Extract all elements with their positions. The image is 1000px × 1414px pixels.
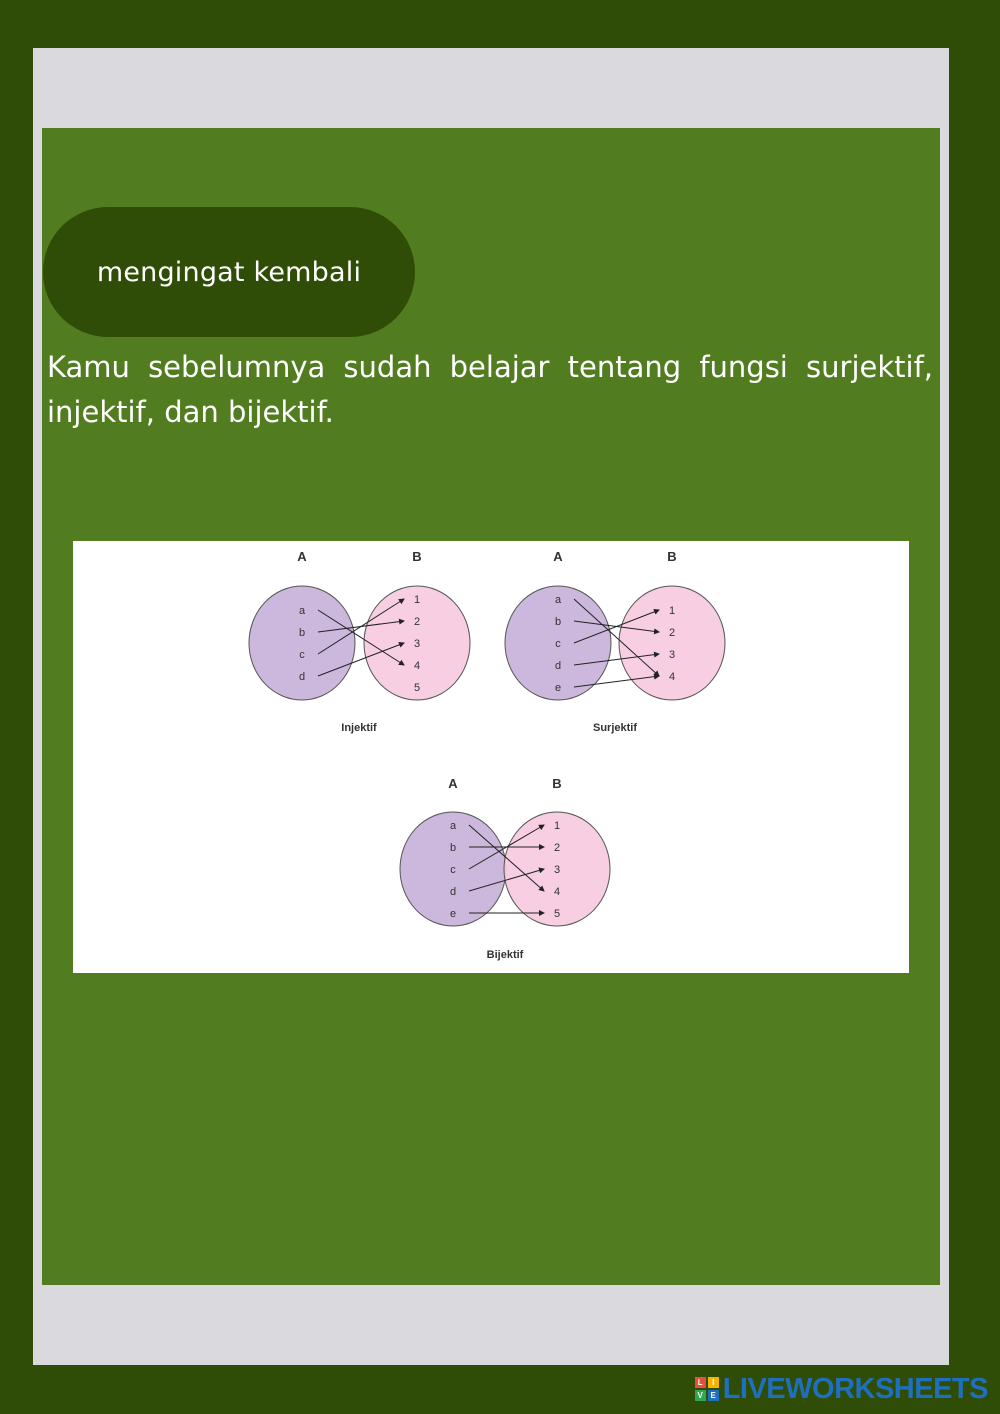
- bijektif-codomain-element: 5: [553, 908, 561, 920]
- surjektif-domain-element: c: [555, 638, 561, 650]
- injektif-domain-element: d: [298, 671, 306, 683]
- injektif-codomain-element: 1: [413, 594, 421, 606]
- injektif-caption: Injektif: [341, 722, 377, 734]
- injektif-domain-element: a: [298, 605, 306, 617]
- bijektif-domain-element: c: [450, 864, 456, 876]
- bijektif-codomain-element: 3: [553, 864, 561, 876]
- surjektif-domain-element: e: [554, 682, 562, 694]
- surjektif-caption: Surjektif: [592, 722, 638, 734]
- watermark-text: LIVEWORKSHEETS: [722, 1372, 988, 1405]
- function-diagrams-figure: [73, 541, 909, 973]
- surjektif-codomain-element: 3: [668, 649, 676, 661]
- injektif-codomain-element: 4: [413, 660, 421, 672]
- injektif-codomain-element: 5: [413, 682, 421, 694]
- surjektif-domain-element: a: [554, 594, 562, 606]
- intro-paragraph: Kamu sebelumnya sudah belajar tentang fungsi surjektif, injektif, dan bijektif.: [47, 350, 933, 429]
- surjektif-set-b-label: B: [667, 549, 677, 564]
- function-diagrams-svg: [73, 541, 909, 973]
- bijektif-domain-element: b: [449, 842, 457, 854]
- bijektif-domain-element: e: [449, 908, 457, 920]
- injektif-codomain-element: 2: [413, 616, 421, 628]
- section-header-label: mengingat kembali: [96, 256, 362, 288]
- surjektif-codomain-element: 2: [668, 627, 676, 639]
- injektif-domain-element: c: [299, 649, 305, 661]
- surjektif-codomain-element: 4: [668, 671, 676, 683]
- logo-letter-v: V: [695, 1390, 706, 1401]
- bijektif-set-b-label: B: [552, 776, 562, 791]
- bijektif-set-a-label: A: [448, 776, 458, 791]
- logo-letter-e: E: [708, 1390, 719, 1401]
- liveworksheets-logo-icon: [695, 1377, 719, 1401]
- bijektif-caption: Bijektif: [486, 949, 524, 961]
- liveworksheets-watermark: [695, 1372, 988, 1405]
- bijektif-domain-element: d: [449, 886, 457, 898]
- injektif-set-a-label: A: [297, 549, 307, 564]
- surjektif-codomain-element: 1: [668, 605, 676, 617]
- bijektif-codomain-element: 1: [553, 820, 561, 832]
- surjektif-domain-element: d: [554, 660, 562, 672]
- bijektif-codomain-element: 2: [553, 842, 561, 854]
- surjektif-domain-element: b: [554, 616, 562, 628]
- injektif-domain-element: b: [298, 627, 306, 639]
- bijektif-domain-element: a: [449, 820, 457, 832]
- injektif-codomain-element: 3: [413, 638, 421, 650]
- bijektif-codomain-element: 4: [553, 886, 561, 898]
- logo-letter-i: I: [708, 1377, 719, 1388]
- section-header-pill: [43, 207, 415, 337]
- logo-letter-l: L: [695, 1377, 706, 1388]
- surjektif-set-a-label: A: [553, 549, 563, 564]
- injektif-set-b-label: B: [412, 549, 422, 564]
